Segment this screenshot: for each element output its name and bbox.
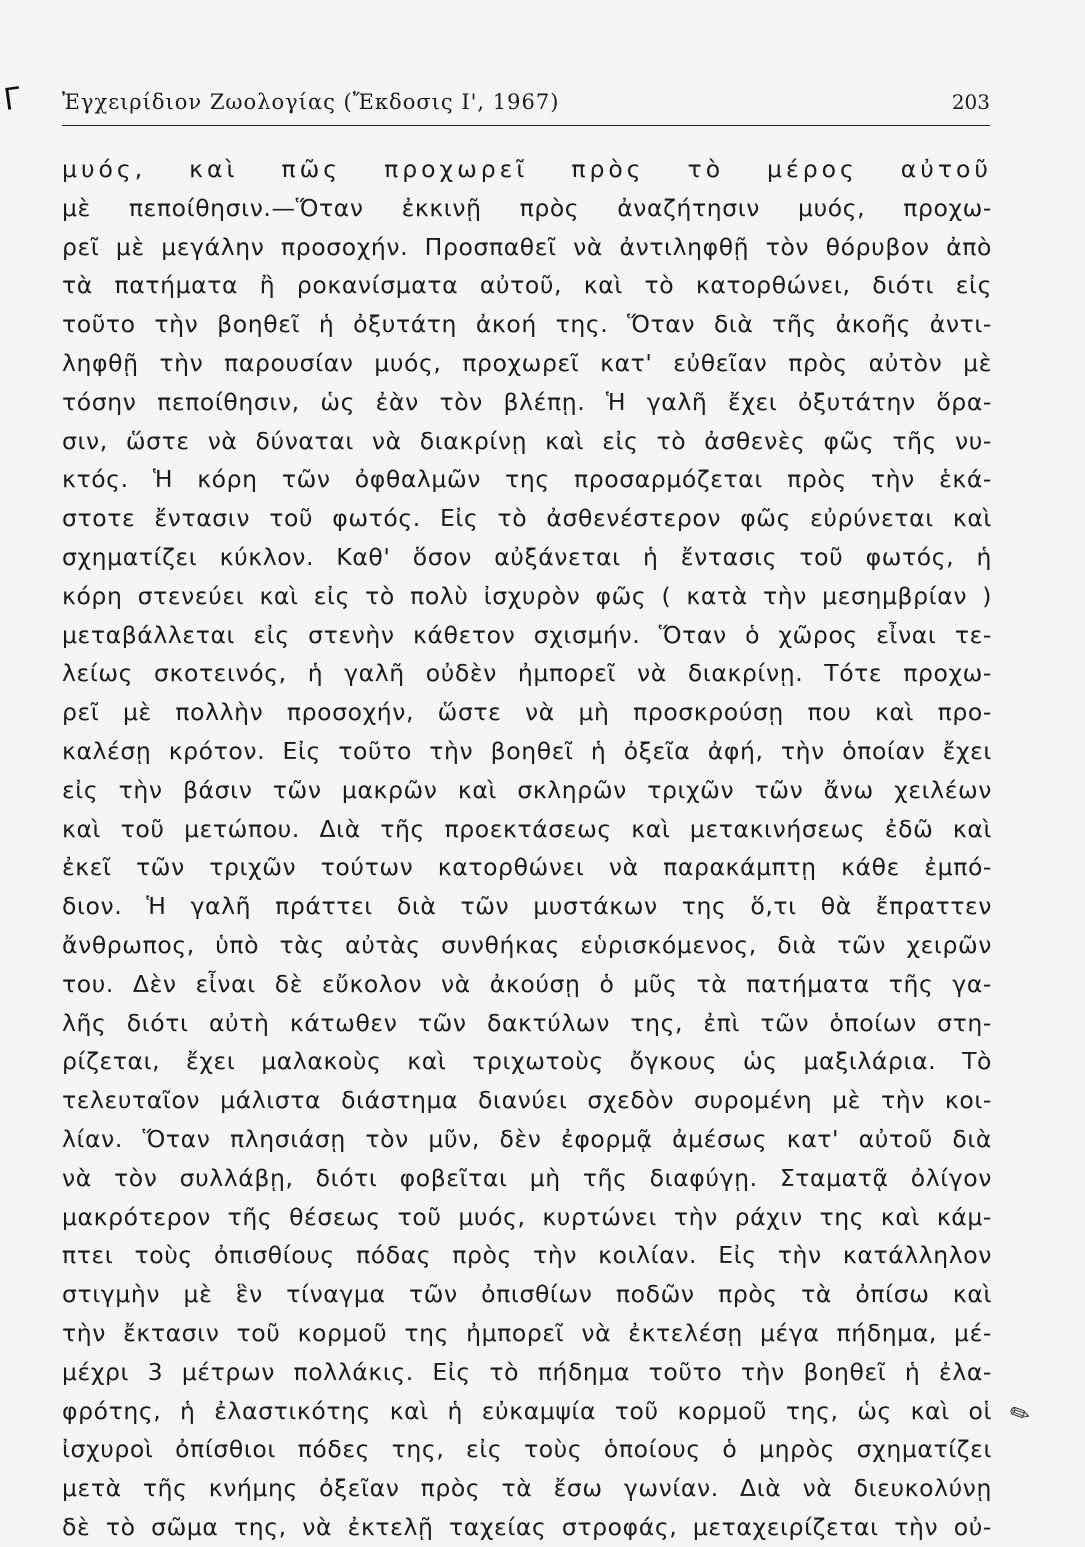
text-line: καλέσῃ κρότον. Εἰς τοῦτο τὴν βοηθεῖ ἡ ὀξεῖα ἀφή, τὴν ὁποίαν ἔχει [62,736,992,765]
text-line: κτός. Ἡ κόρη τῶν ὀφθαλμῶν της προσαρμόζεται πρὸς τὴν ἑκά- [62,465,992,494]
text-line: μεταβάλλεται εἰς στενὴν κάθετον σχισμήν. Ὅταν ὁ χῶρος εἶναι τε- [62,620,992,649]
text-line: μετὰ τῆς κνήμης ὀξεῖαν πρὸς τὰ ἔσω γωνίαν. Διὰ νὰ διευκολύνῃ [62,1474,992,1503]
text-line: ληφθῇ τὴν παρουσίαν μυός, προχωρεῖ κατ' εὐθεῖαν πρὸς αὐτὸν μὲ [62,348,992,377]
pencil-margin-mark: ✎ [1005,1397,1036,1431]
text-line: του. Δὲν εἶναι δὲ εὔκολον νὰ ἀκούσῃ ὁ μῦς τὰ πατήματα τῆς γα- [62,969,992,998]
text-line: ἐκεῖ τῶν τριχῶν τούτων κατορθώνει νὰ παρακάμπτῃ κάθε ἐμπό- [62,853,992,882]
text-line: λίαν. Ὅταν πλησιάσῃ τὸν μῦν, δὲν ἐφορμᾷ ἀμέσως κατ' αὐτοῦ διὰ [62,1124,992,1153]
text-line: τὴν ἔκτασιν τοῦ κορμοῦ της ἠμπορεῖ νὰ ἐκτελέσῃ μέγα πήδημα, μέ- [62,1318,992,1347]
text-line: τοῦτο τὴν βοηθεῖ ἡ ὀξυτάτη ἀκοή της. Ὅταν διὰ τῆς ἀκοῆς ἀντι- [62,310,992,339]
text-line: τελευταῖον μάλιστα διάστημα διανύει σχεδὸν συρομένη μὲ τὴν κοι- [62,1086,992,1115]
text-line: νὰ τὸν συλλάβῃ, διότι φοβεῖται μὴ τῆς διαφύγῃ. Σταματᾷ ὀλίγον [62,1163,992,1192]
text-line: καὶ τοῦ μετώπου. Διὰ τῆς προεκτάσεως καὶ μετακινήσεως ἐδῶ καὶ [62,814,992,843]
text-line: δὲ τὸ σῶμα της, νὰ ἐκτελῇ ταχείας στροφάς, μεταχειρίζεται τὴν οὐ- [62,1512,992,1541]
text-line: σχηματίζει κύκλον. Καθ' ὅσον αὐξάνεται ἡ ἔντασις τοῦ φωτός, ἡ [62,542,992,571]
text-line: στοτε ἔντασιν τοῦ φωτός. Εἰς τὸ ἀσθενέστερον φῶς εὐρύνεται καὶ [62,504,992,533]
text-line: λείως σκοτεινός, ἡ γαλῆ οὐδὲν ἠμπορεῖ νὰ διακρίνῃ. Τότε προχω- [62,659,992,688]
page-header [62,88,990,124]
text-line: λῆς διότι αὐτὴ κάτωθεν τῶν δακτύλων της, ἐπὶ τῶν ὁποίων στη- [62,1008,992,1037]
text-line: διον. Ἡ γαλῆ πράττει διὰ τῶν μυστάκων της ὅ,τι θὰ ἔπραττεν [62,892,992,921]
pencil-corner-mark: Γ [1,81,24,118]
text-line: μὲ πεποίθησιν.—Ὅταν ἐκκινῇ πρὸς ἀναζήτησιν μυός, προχω- [62,193,992,222]
running-title: Ἐγχειρίδιον Ζωολογίας (Ἔκδοσις Ι', 1967) [62,90,560,114]
text-line: κόρη στενεύει καὶ εἰς τὸ πολὺ ἰσχυρὸν φῶς ( κατὰ τὴν μεσημβρίαν ) [62,581,992,610]
text-line: εἰς τὴν βάσιν τῶν μακρῶν καὶ σκληρῶν τριχῶν τῶν ἄνω χειλέων [62,775,992,804]
text-line: ρεῖ μὲ πολλὴν προσοχήν, ὥστε νὰ μὴ προσκρούσῃ που καὶ προ- [62,698,992,727]
text-line: πτει τοὺς ὀπισθίους πόδας πρὸς τὴν κοιλίαν. Εἰς τὴν κατάλληλον [62,1241,992,1270]
body-text [62,150,1002,1547]
text-line: μυός, καὶ πῶς προχωρεῖ πρὸς τὸ μέρος αὐτοῦ [62,155,992,183]
header-rule [62,125,990,126]
text-line: μακρότερον τῆς θέσεως τοῦ μυός, κυρτώνει τὴν ράχιν της καὶ κάμ- [62,1202,992,1231]
page-number: 203 [951,90,990,114]
text-line: ρίζεται, ἔχει μαλακοὺς καὶ τριχωτοὺς ὄγκους ὡς μαξιλάρια. Τὸ [62,1047,992,1076]
text-line: τόσην πεποίθησιν, ὡς ἐὰν τὸν βλέπῃ. Ἡ γαλῆ ἔχει ὀξυτάτην ὅρα- [62,387,992,416]
text-line: ρεῖ μὲ μεγάλην προσοχήν. Προσπαθεῖ νὰ ἀντιληφθῇ τὸν θόρυβον ἀπὸ [62,232,992,261]
text-line: ἄνθρωπος, ὑπὸ τὰς αὐτὰς συνθήκας εὑρισκόμενος, διὰ τῶν χειρῶν [62,930,992,959]
text-line: ἰσχυροὶ ὀπίσθιοι πόδες της, εἰς τοὺς ὁποίους ὁ μηρὸς σχηματίζει [62,1435,992,1464]
text-line: σιν, ὥστε νὰ δύναται νὰ διακρίνῃ καὶ εἰς τὸ ἀσθενὲς φῶς τῆς νυ- [62,426,992,455]
text-line: τὰ πατήματα ἢ ροκανίσματα αὐτοῦ, καὶ τὸ κατορθώνει, διότι εἰς [62,271,992,300]
text-line: στιγμὴν μὲ ἓν τίναγμα τῶν ὀπισθίων ποδῶν πρὸς τὰ ὀπίσω καὶ [62,1280,992,1309]
text-line: φρότης, ἡ ἐλαστικότης καὶ ἡ εὐκαμψία τοῦ κορμοῦ της, ὡς καὶ οἱ [62,1396,992,1425]
text-line: μέχρι 3 μέτρων πολλάκις. Εἰς τὸ πήδημα τοῦτο τὴν βοηθεῖ ἡ ἐλα- [62,1357,992,1386]
